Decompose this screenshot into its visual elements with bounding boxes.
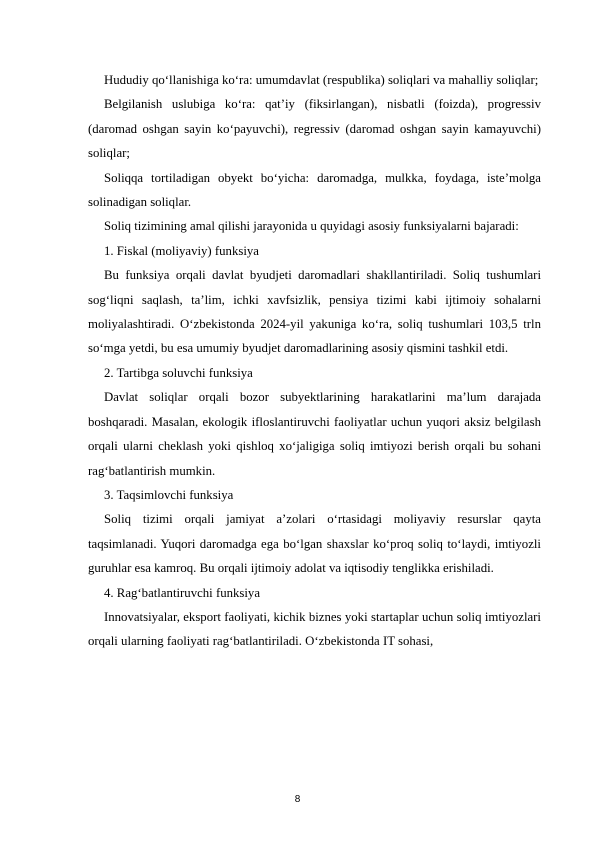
heading-regulatory-function: 2. Tartibga soluvchi funksiya (104, 365, 253, 380)
document-body (88, 68, 541, 654)
paragraph-regulatory-function: Davlat soliqlar orqali bozor subyektlarining harakatlarini ma’lum darajada boshqaradi. Masalan, ekologik ifloslantiruvchi faoliyatlar uchun yuqori aksiz belgilash orqali ularni cheklash yoki qishloq xo‘jaligiga soliq imtiyozi berish orqali bu sohani rag‘batlantirish mumkin. (88, 390, 541, 478)
paragraph-tax-methods: Belgilanish uslubiga ko‘ra: qat’iy (fiksirlangan), nisbatli (foizda), progressiv (daromad oshgan sayin ko‘payuvchi), regressiv (daromad oshgan sayin kamayuvchi) soliqlar; (88, 97, 541, 161)
paragraph-tax-functions-intro: Soliq tizimining amal qilishi jarayonida u quyidagi asosiy funksiyalarni bajaradi: (104, 219, 519, 234)
heading-fiscal-function: 1. Fiskal (moliyaviy) funksiya (104, 243, 259, 258)
paragraph-taxable-objects: Soliqqa tortiladigan obyekt bo‘yicha: daromadga, mulkka, foydaga, iste’molga solinadigan soliqlar. (88, 170, 541, 210)
paragraph-territorial-taxes: Hududiy qo‘llanishiga ko‘ra: umumdavlat (respublika) soliqlari va mahalliy soliqlar; (104, 73, 539, 87)
paragraph-stimulating-function: Innovatsiyalar, eksport faoliyati, kichik biznes yoki startaplar uchun soliq imtiyozlari orqali ularning faoliyati rag‘batlantiriladi. O‘zbekistonda IT sohasi, (88, 609, 541, 649)
page-number: 8 (294, 794, 301, 805)
heading-stimulating-function: 4. Rag‘batlantiruvchi funksiya (104, 585, 261, 600)
paragraph-fiscal-function: Bu funksiya orqali davlat byudjeti daromadlari shakllantiriladi. Soliq tushumlari sog‘liqni saqlash, ta’lim, ichki xavfsizlik, pensiya tizimi kabi ijtimoiy sohalarni moliyalashtiradi. O‘zbekistonda 2024-yil yakuniga ko‘ra, soliq tushumlari 103,5 trln so‘mga yetdi, bu esa umumiy byudjet daromadlarining asosiy qismini tashkil etdi. (88, 268, 541, 356)
heading-distributive-function: 3. Taqsimlovchi funksiya (104, 487, 234, 502)
paragraph-distributive-function: Soliq tizimi orqali jamiyat a’zolari o‘rtasidagi moliyaviy resurslar qayta taqsimlanadi. Yuqori daromadga ega bo‘lgan shaxslar ko‘proq soliq to‘laydi, imtiyozli guruhlar esa kamroq. Bu orqali ijtimoiy adolat va iqtisodiy tenglikka erishiladi. (88, 512, 541, 576)
